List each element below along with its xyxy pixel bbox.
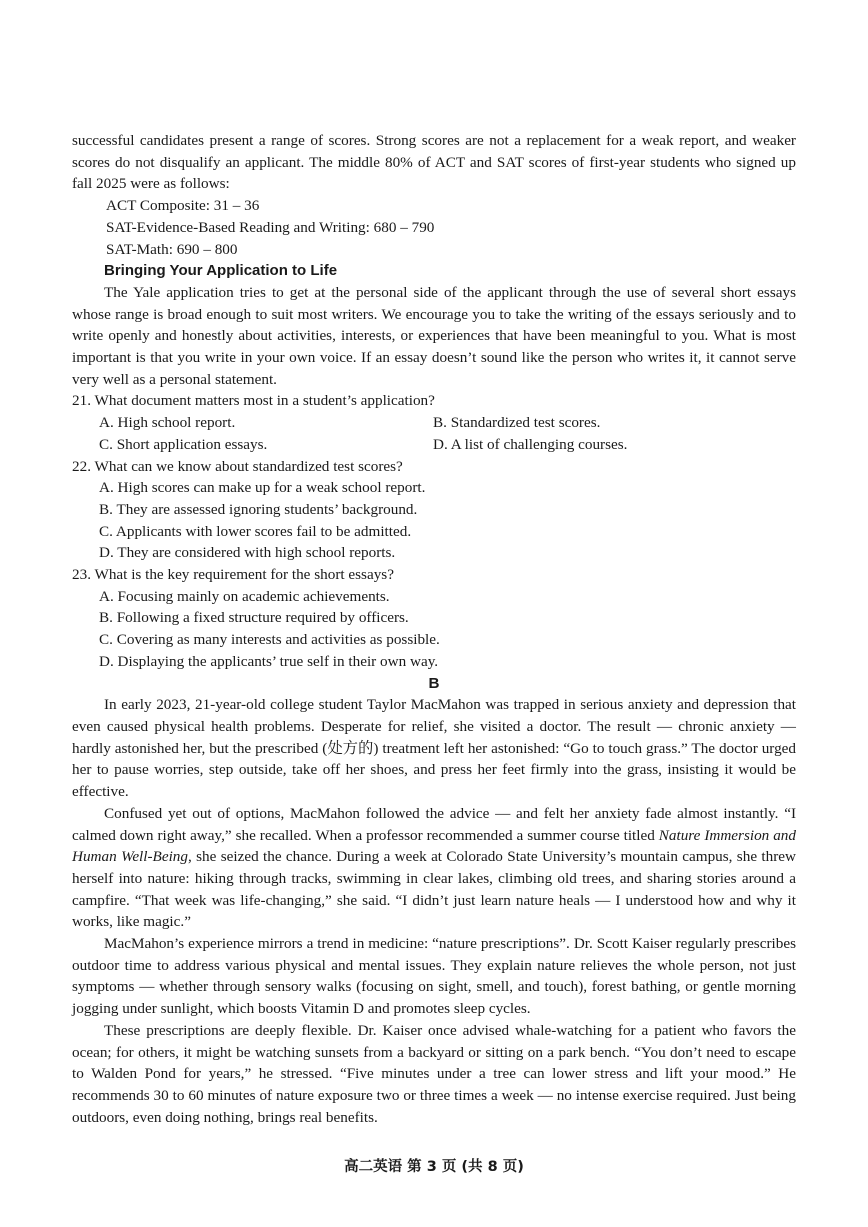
passage-a-intro: successful candidates present a range of scores. Strong scores are not a replacement for a weak report, and weaker scores do not disqualify an applicant. The middle 80% of ACT and SAT scores of first-year students who signed up fall 2025 were as follows: [72, 132, 796, 193]
option-c: C. Applicants with lower scores fail to be admitted. [99, 522, 412, 540]
course-title: Nature Immersion and Human Well-Being [72, 826, 796, 866]
option-a: A. Focusing mainly on academic achievements. [99, 587, 390, 605]
passage-b-paragraph-4: These prescriptions are deeply flexible. Dr. Kaiser once advised whale-watching for a patient who favors the ocean; for others, it might be watching sunsets from a backyard or sitting on a park bench. “You don’t need to escape to Walden Pond for years,” he stressed. “Five minutes under a tree can lower stress and lift your mood.” He recommends 30 to 60 minutes of nature exposure two or three times a week — no intense exercise required. Just being outdoors, even doing nothing, brings real benefits. [72, 1021, 796, 1126]
question-stem: 22. What can we know about standardized test scores? [72, 457, 403, 475]
paragraph-text: Confused yet out of options, MacMahon followed the advice — and felt her anxiety fade almost instantly. “I calmed down right away,” she recalled. When a professor recommended a summer course titled [72, 804, 796, 844]
option-b: B. Standardized test scores. [433, 414, 601, 432]
option-d: D. Displaying the applicants’ true self in their own way. [99, 652, 439, 670]
option-d: D. A list of challenging courses. [433, 435, 628, 453]
option-b: B. They are assessed ignoring students’ background. [99, 500, 418, 518]
passage-b-label: B [428, 674, 440, 692]
option-a: A. High scores can make up for a weak school report. [99, 479, 426, 497]
passage-b-paragraph-1: In early 2023, 21-year-old college student Taylor MacMahon was trapped in serious anxiety and depression that even caused physical health problems. Desperate for relief, she visited a doctor. The result — chronic anxiety — hardly astonished her, but the prescribed (处方的) treatment left her astonished: “Go to touch grass.” The doctor urged her to pause worries, step outside, take off her shoes, and press her feet firmly into the grass, insisting it would be effective. [72, 696, 796, 801]
section-heading: Bringing Your Application to Life [104, 262, 338, 280]
score-act: ACT Composite: 31 – 36 [106, 197, 260, 215]
passage-a-paragraph: The Yale application tries to get at the personal side of the applicant through the use of several short essays whose range is broad enough to suit most writers. We encourage you to take the writing of the essays seriously and to write openly and honestly about activities, interests, or experiences that have been meaningful to you. What is most important is that you write in your own voice. If an essay doesn’t sound like the person who writes it, it cannot serve very well as a personal statement. [72, 283, 796, 388]
question-stem: 21. What document matters most in a student’s application? [72, 392, 435, 410]
page-footer: 高二英语 第 3 页 (共 8 页) [344, 1159, 524, 1175]
score-sat-math: SAT-Math: 690 – 800 [106, 240, 238, 258]
option-a: A. High school report. [99, 414, 236, 432]
passage-b-paragraph-3: MacMahon’s experience mirrors a trend in medicine: “nature prescriptions”. Dr. Scott Kaiser regularly prescribes outdoor time to address various physical and mental issues. They explain nature relieves the whole person, not just symptoms — whether through sensory walks (focusing on sight, smell, and touch), forest bathing, or gentle morning jogging under sunlight, which boosts Vitamin D and promotes sleep cycles. [72, 935, 796, 1018]
question-21 [72, 390, 796, 455]
score-sat-ebrw: SAT-Evidence-Based Reading and Writing: 680 – 790 [106, 218, 435, 236]
question-23 [72, 564, 796, 673]
option-c: C. Short application essays. [99, 435, 268, 453]
paragraph-text: , she seized the chance. During a week at Colorado State University’s mountain campus, she threw herself into nature: hiking through tracks, swimming in clear lakes, climbing old trees, and sharing stories around a campfire. “That week was life-changing,” she said. “I didn’t just learn nature heals — I understood how and why it works, like magic.” [72, 848, 796, 931]
passage-b-paragraph-2 [72, 803, 796, 933]
page-content [72, 130, 796, 1128]
option-c: C. Covering as many interests and activities as possible. [99, 631, 440, 649]
question-stem: 23. What is the key requirement for the short essays? [72, 566, 394, 584]
option-d: D. They are considered with high school reports. [99, 544, 396, 562]
option-b: B. Following a fixed structure required by officers. [99, 609, 409, 627]
question-22 [72, 456, 796, 565]
